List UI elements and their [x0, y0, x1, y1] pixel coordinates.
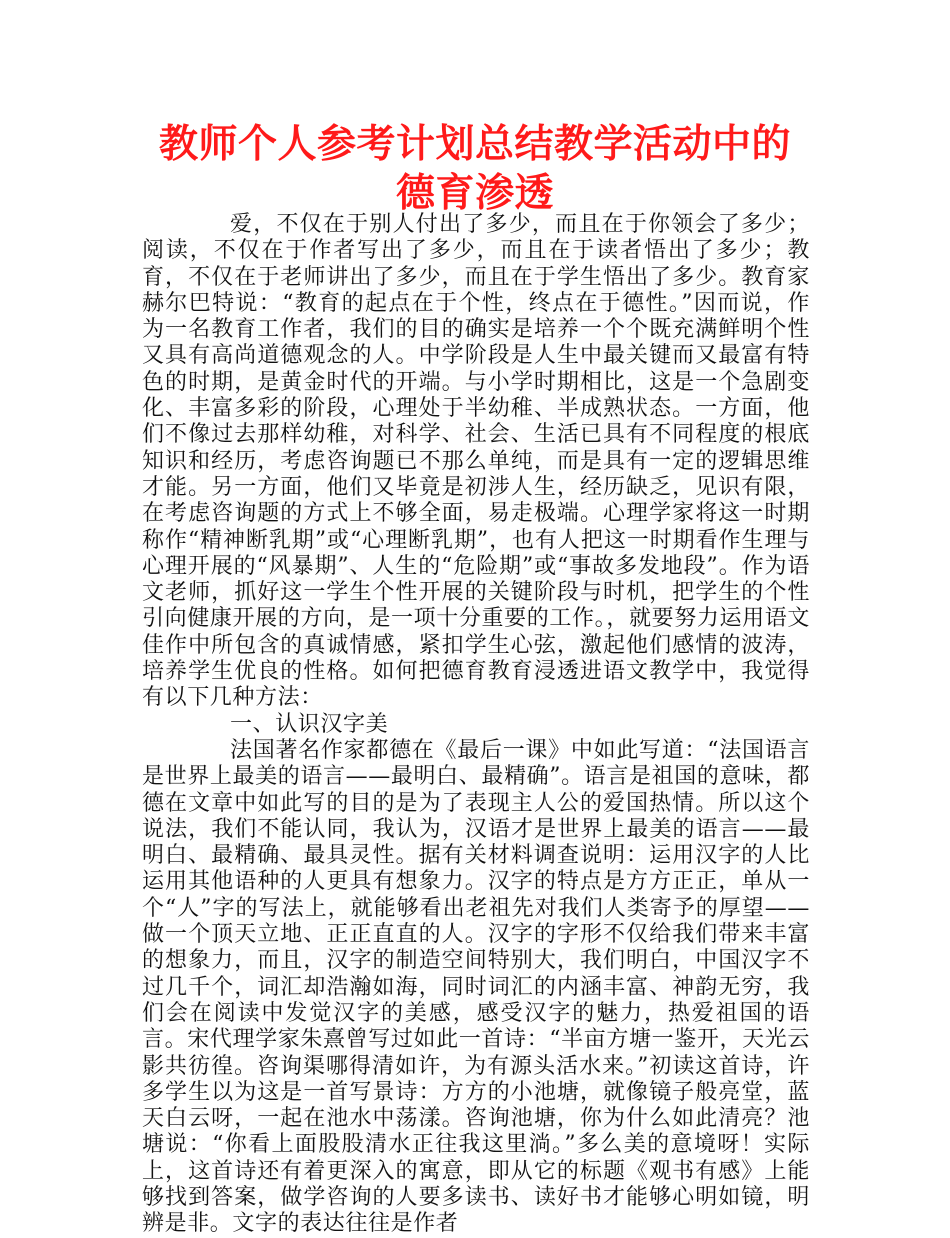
section-heading: 一、认识汉字美 — [230, 711, 389, 737]
document-body — [142, 212, 810, 1238]
document-title: 教师个人参考计划总结教学活动中的德育渗透 — [158, 122, 791, 216]
intro-paragraph: 爱，不仅在于别人付出了多少，而且在于你领会了多少；阅读，不仅在于作者写出了多少，而且在于读者悟出了多少；教育，不仅在于老师讲出了多少，而且在于学生悟出了多少。教育家赫尔巴特说：“教育的起点在于个性，终点在于德性。”因而说，作为一名教育工作者，我们的目的确实是培养一个个既充满鲜明个性又具有高尚道德观念的人。中学阶段是人生中最关键而又最富有特色的时期，是黄金时代的开端。与小学时期相比，这是一个急剧变化、丰富多彩的阶段，心理处于半幼稚、半成熟状态。一方面，他们不像过去那样幼稚，对科学、社会、生活已具有不同程度的根底知识和经历，考虑咨询题已不那么单纯，而是具有一定的逻辑思维才能。另一方面，他们又毕竟是初涉人生，经历缺乏，见识有限，在考虑咨询题的方式上不够全面，易走极端。心理学家将这一时期称作“精神断乳期”或“心理断乳期”，也有人把这一时期看作生理与心理开展的“风暴期”、人生的“危险期”或“事故多发地段”。作为语文老师，抓好这一学生个性开展的关键阶段与时机，把学生的个性引向健康开展的方向，是一项十分重要的工作。，就要努力运用语文佳作中所包含的真诚情感，紧扣学生心弦，激起他们感情的波涛，培养学生优良的性格。如何把德育教育浸透进语文教学中，我觉得有以下几种方法： — [142, 212, 810, 711]
section-paragraph: 法国著名作家都德在《最后一课》中如此写道：“法国语言是世界上最美的语言——最明白、最精确”。语言是祖国的意味，都德在文章中如此写的目的是为了表现主人公的爱国热情。所以这个说法，我们不能认同，我认为，汉语才是世界上最美的语言——最明白、最精确、最具灵性。据有关材料调查说明：运用汉字的人比运用其他语种的人更具有想象力。汉字的特点是方方正正，单从一个“人”字的写法上，就能够看出老祖先对我们人类寄予的厚望——做一个顶天立地、正正直直的人。汉字的字形不仅给我们带来丰富的想象力，而且，汉字的制造空间特别大，我们明白，中国汉字不过几千个，词汇却浩瀚如海，同时词汇的内涵丰富、神韵无穷，我们会在阅读中发觉汉字的美感，感受汉字的魅力，热爱祖国的语言。宋代理学家朱熹曾写过如此一首诗：“半亩方塘一鉴开，天光云影共彷徨。咨询渠哪得清如许，为有源头活水来。”初读这首诗，许多学生以为这是一首写景诗：方方的小池塘，就像镜子般亮堂，蓝天白云呀，一起在池水中荡漾。咨询池塘，你为什么如此清亮？池塘说：“你看上面股股清水正往我这里淌。”多么美的意境呀！实际上，这首诗还有着更深入的寓意，即从它的标题《观书有感》上能够找到答案，做学咨询的人要多读书、读好书才能够心明如镜，明辨是非。文字的表达往往是作者 — [142, 737, 810, 1237]
